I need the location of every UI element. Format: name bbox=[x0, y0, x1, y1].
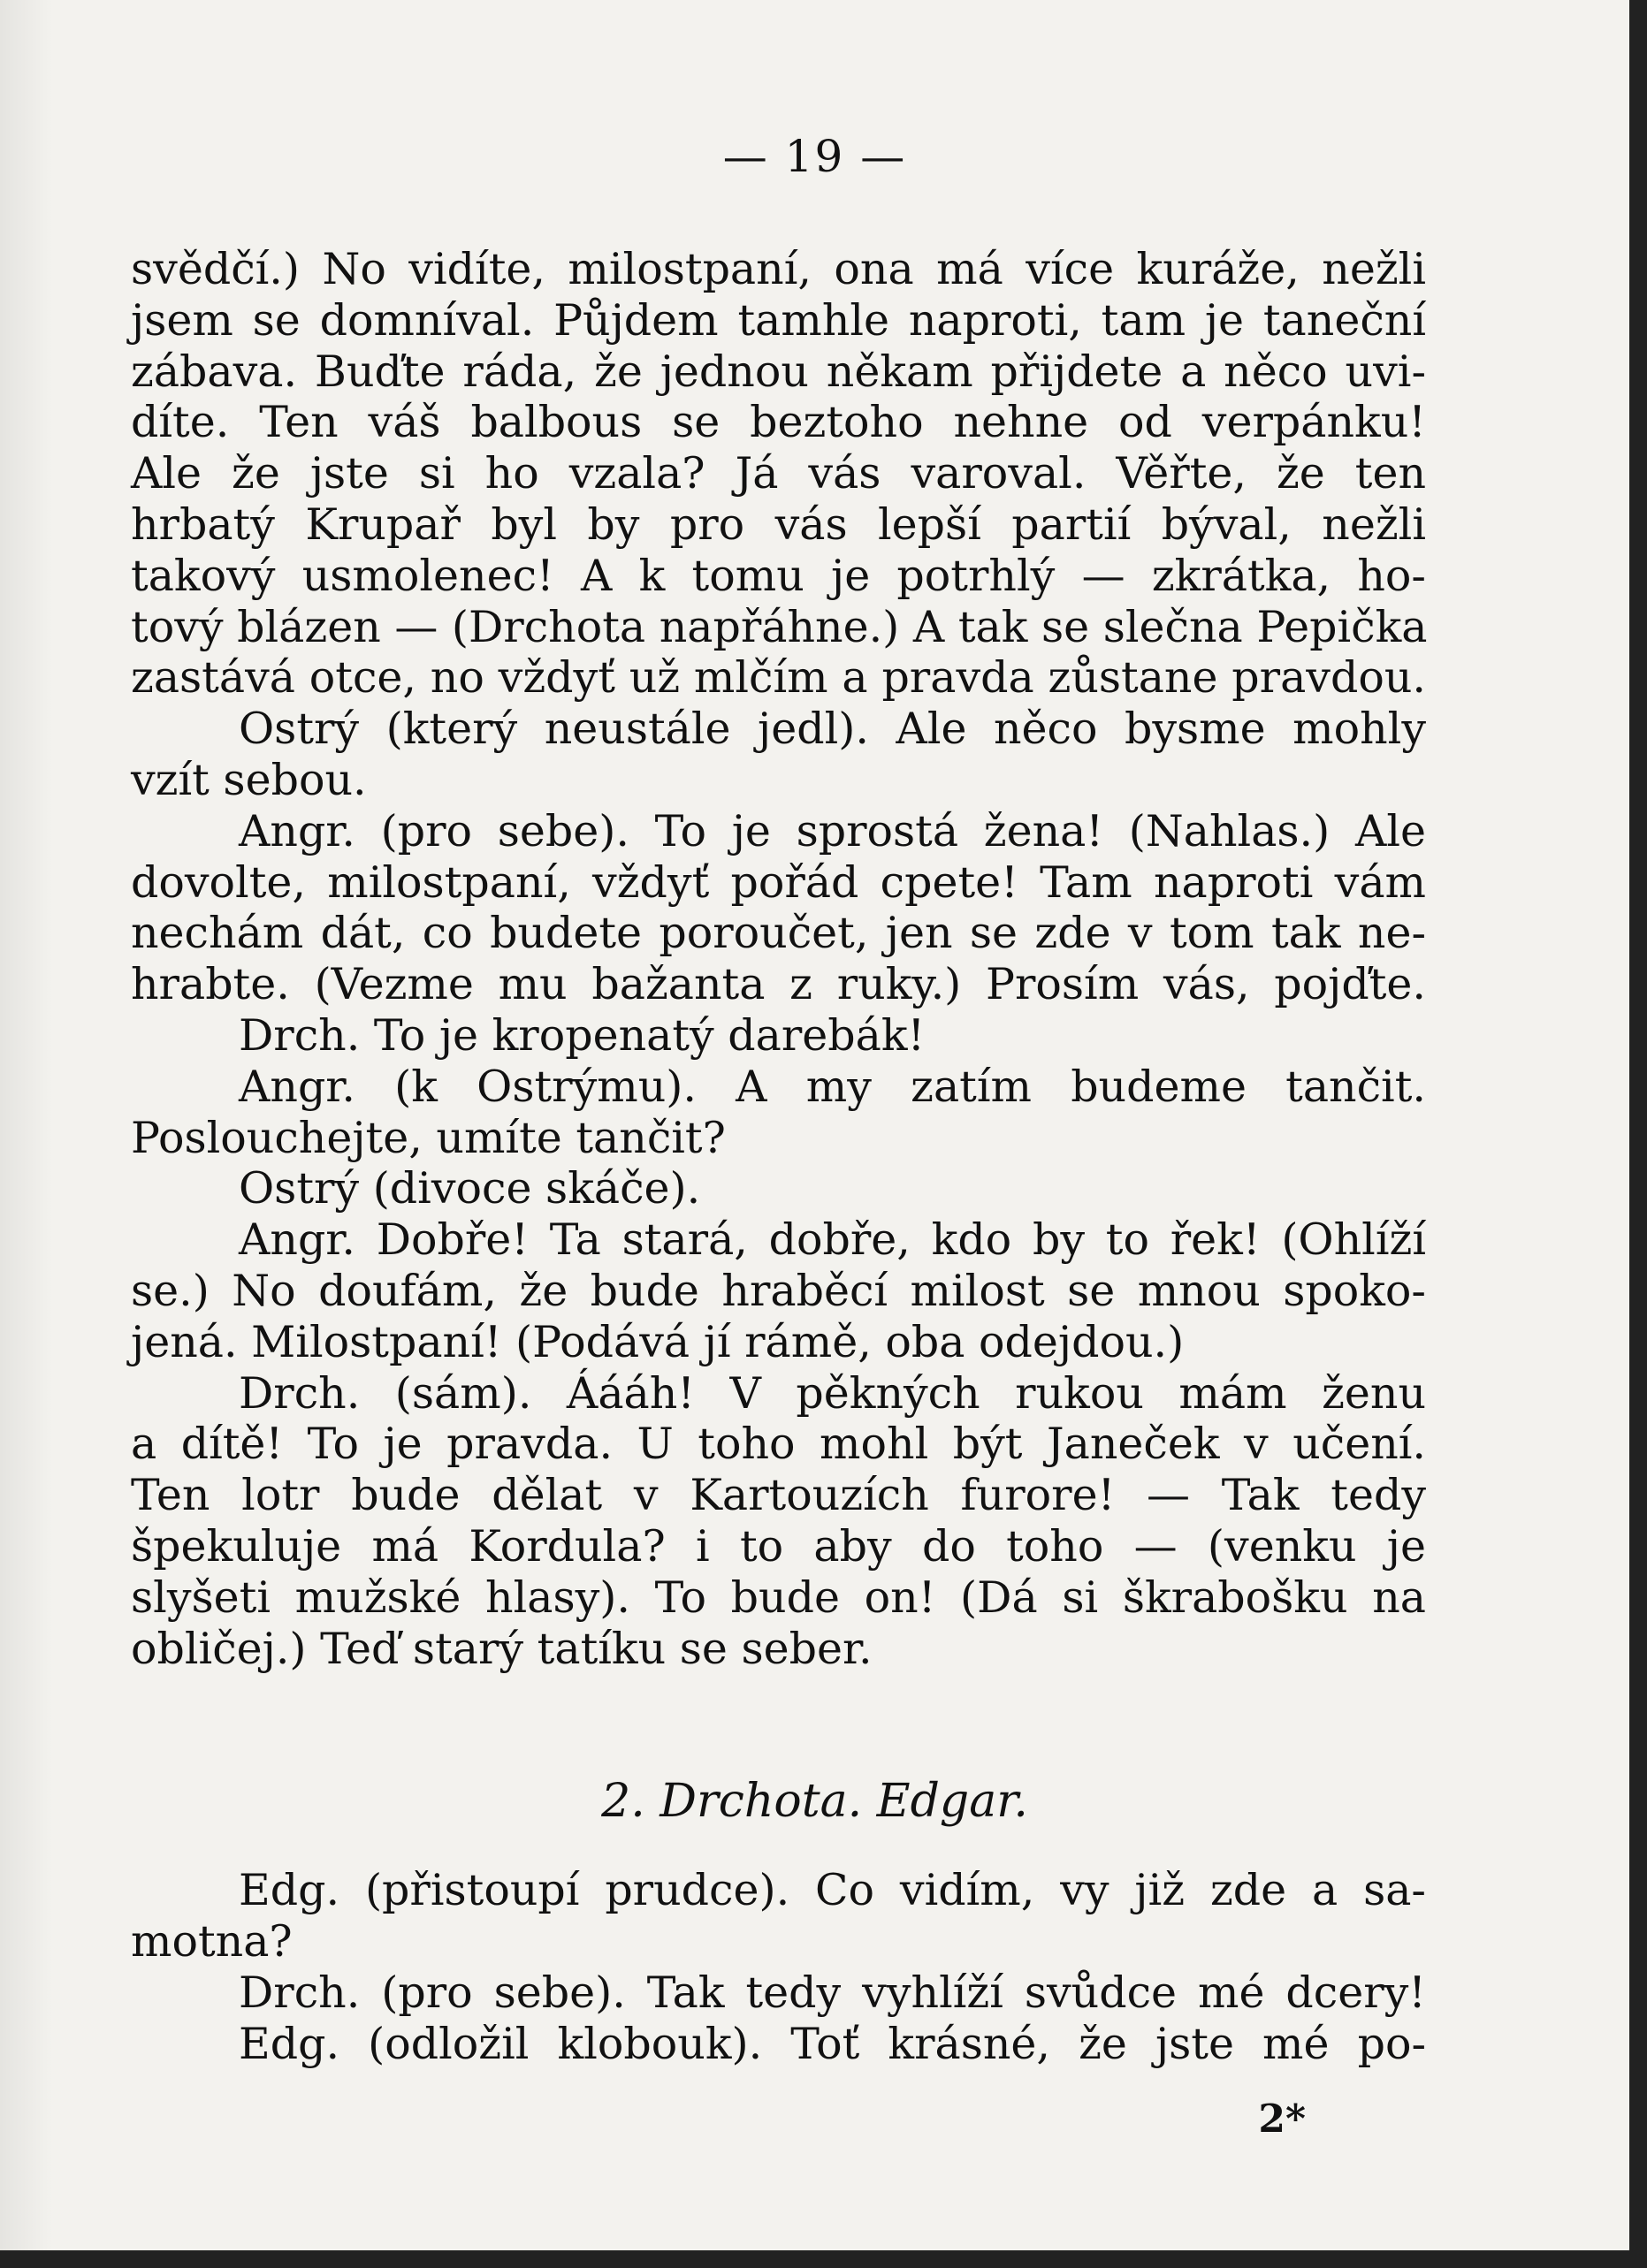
page-edge-shadow bbox=[0, 0, 53, 2250]
text-line: nechám dát, co budete poroučet, jen se zde v tom tak ne- bbox=[131, 908, 1426, 959]
text-line: Drch. To je kropenatý darebák! bbox=[239, 1009, 926, 1061]
text-line: Ostrý (divoce skáče). bbox=[239, 1163, 701, 1214]
text-line: zastává otce, no vždyť už mlčím a pravda zůstane pravdou. bbox=[131, 652, 1426, 704]
body-text bbox=[131, 244, 1426, 1674]
text-line: Edg. (odložil klobouk). Toť krásné, že jste mé po- bbox=[239, 2019, 1426, 2069]
text-line: hrbatý Krupař byl by pro vás lepší partií býval, nežli bbox=[131, 499, 1426, 550]
text-line: vzít sebou. bbox=[131, 754, 367, 805]
body-text-continued bbox=[131, 1865, 1426, 2070]
text-line: Drch. (sám). Áááh! V pěkných rukou mám ženu bbox=[239, 1367, 1426, 1419]
text-line: a dítě! To je pravda. U toho mohl být Janeček v učení. bbox=[131, 1419, 1426, 1470]
text-line: motna? bbox=[131, 1916, 293, 1967]
text-line: Angr. Dobře! Ta stará, dobře, kdo by to řek! (Ohlíží bbox=[239, 1214, 1426, 1266]
text-line: Edg. (přistoupí prudce). Co vidím, vy již zde a sa- bbox=[239, 1865, 1426, 1915]
text-line: se.) No doufám, že bude hraběcí milost se mnou spoko- bbox=[131, 1265, 1426, 1316]
text-line: takový usmolenec! A k tomu je potrhlý — zkrátka, ho- bbox=[131, 550, 1426, 601]
text-line: Angr. (k Ostrýmu). A my zatím budeme tančit. bbox=[239, 1061, 1426, 1112]
text-line: jená. Milostpaní! (Podává jí rámě, oba odejdou.) bbox=[131, 1316, 1185, 1367]
text-line: Posloucheјte, umíte tančit? bbox=[131, 1112, 726, 1163]
scene-heading: 2. Drchota. Edgar. bbox=[601, 1775, 1028, 1828]
text-line: hrabte. (Vezme mu bažanta z ruky.) Prosím vás, pojďte. bbox=[131, 959, 1426, 1010]
text-line: Ale že jste si ho vzala? Já vás varoval. Věřte, že ten bbox=[131, 448, 1426, 499]
text-line: dovolte, milostpaní, vždyť pořád cpete! Tam naproti vám bbox=[131, 856, 1426, 908]
page-number: — 19 — bbox=[722, 131, 907, 182]
signature-mark: 2* bbox=[1258, 2097, 1306, 2142]
text-line: díte. Ten váš balbous se beztoho nehne od verpánku! bbox=[131, 397, 1426, 448]
text-line: Drch. (pro sebe). Tak tedy vyhlíží svůdce mé dcery! bbox=[239, 1967, 1426, 2018]
text-line: svědčí.) No vidíte, milostpaní, ona má více kuráže, nežli bbox=[131, 244, 1426, 294]
text-line: tový blázen — (Drchota napřáhne.) A tak se slečna Pepička bbox=[131, 601, 1428, 652]
text-line: jsem se domníval. Půjdem tamhle naproti, tam je taneční bbox=[131, 294, 1426, 346]
text-line: obličej.) Teď starý tatíku se seber. bbox=[131, 1623, 873, 1674]
text-line: Ostrý (který neustále jedl). Ale něco bysme mohly bbox=[239, 704, 1426, 755]
text-line: Angr. (pro sebe). To je sprostá žena! (Nahlas.) Ale bbox=[239, 805, 1426, 856]
text-line: slyšeti mužské hlasy). To bude on! (Dá si škrabošku na bbox=[131, 1572, 1426, 1623]
text-line: zábava. Buďte ráda, že jednou někam přijdete a něco uvi- bbox=[131, 346, 1426, 397]
text-line: Ten lotr bude dělat v Kartouzích furore! — Tak tedy bbox=[131, 1470, 1426, 1521]
text-line: špekuluje má Kordula? i to aby do toho — (venku je bbox=[131, 1520, 1426, 1572]
